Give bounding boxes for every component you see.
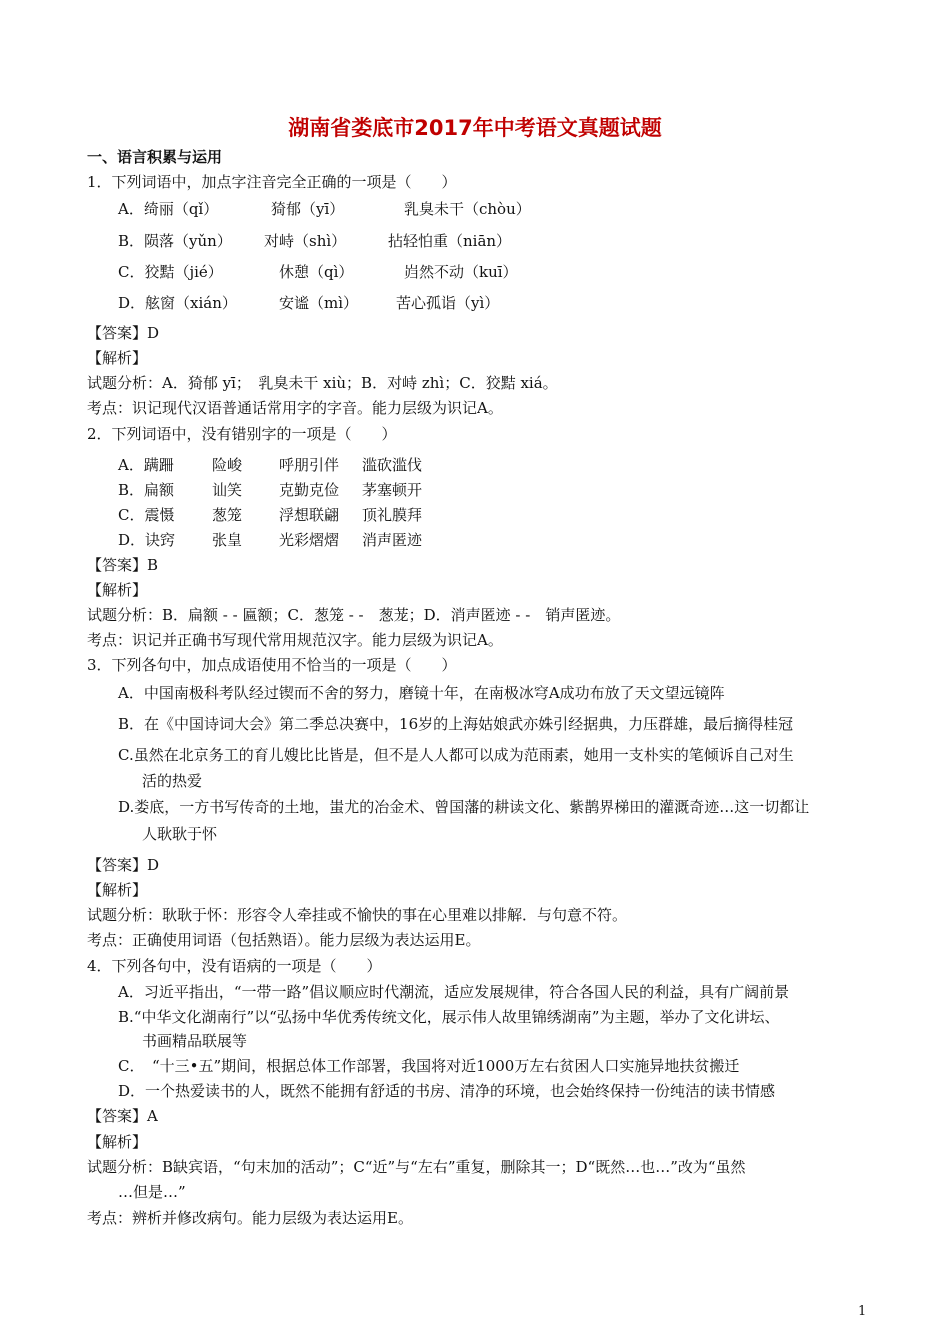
question-3-option-d-cont: 人耿耿于怀	[142, 825, 218, 843]
question-4-option-c: C． “十三•五”期间，根据总体工作部署，我国将对近1000万左右贫困人口实施异地扶贫搬迁	[118, 1057, 740, 1075]
option-item: D．舷窗（xián）	[118, 294, 237, 312]
question-1-analysis-heading: 【解析】	[87, 349, 148, 367]
option-item: 呼朋引伴	[279, 456, 340, 474]
option-item: 张皇	[212, 531, 243, 549]
option-item: 葱笼	[212, 506, 243, 524]
option-item: C．震慑	[118, 506, 175, 524]
page-number: 1	[858, 1304, 867, 1319]
option-item: 苦心孤诣（yì）	[396, 294, 500, 312]
question-2-analysis-heading: 【解析】	[87, 581, 148, 599]
question-4-option-d: D．一个热爱读书的人，既然不能拥有舒适的书房、清净的环境，也会始终保持一份纯洁的读书情感	[118, 1082, 776, 1100]
page-title: 湖南省娄底市2017年中考语文真题试题	[288, 116, 662, 140]
question-3-option-d: D.娄底，一方书写传奇的土地，蚩尤的冶金术、曾国藩的耕读文化、紫鹊界梯田的灌溉奇迹…这一切都让	[118, 798, 810, 816]
option-item: B．扁额	[118, 481, 175, 499]
option-item: 休憩（qì）	[279, 263, 354, 281]
option-item: A．蹒跚	[118, 456, 174, 474]
option-item: C．狡黠（jié）	[118, 263, 223, 281]
option-item: 猗郁（yī）	[271, 200, 345, 218]
question-1-stem: 1．下列词语中，加点字注音完全正确的一项是（ ）	[87, 173, 457, 191]
question-1-point: 考点：识记现代汉语普通话常用字的字音。能力层级为识记A。	[87, 399, 503, 417]
option-item: 浮想联翩	[279, 506, 340, 524]
option-item: D．诀窍	[118, 531, 176, 549]
option-item: 顶礼膜拜	[362, 506, 423, 524]
question-4-option-a: A．习近平指出，“一带一路”倡议顺应时代潮流，适应发展规律，符合各国人民的利益，具有广阔前景	[118, 983, 790, 1001]
question-4-answer: 【答案】A	[87, 1107, 158, 1125]
question-2-stem: 2．下列词语中，没有错别字的一项是（ ）	[87, 425, 397, 443]
question-3-option-b: B．在《中国诗词大会》第二季总决赛中，16岁的上海姑娘武亦姝引经据典，力压群雄，最后摘得桂冠	[118, 715, 794, 733]
question-3-point: 考点：正确使用词语（包括熟语）。能力层级为表达运用E。	[87, 931, 481, 949]
question-3-option-a: A．中国南极科考队经过锲而不舍的努力，磨镜十年，在南极冰穹A成功布放了天文望远镜阵	[118, 684, 725, 702]
option-item: 消声匿迹	[362, 531, 423, 549]
question-4-point: 考点：辨析并修改病句。能力层级为表达运用E。	[87, 1209, 413, 1227]
question-3-option-c-cont: 活的热爱	[142, 772, 203, 790]
question-2-point: 考点：识记并正确书写现代常用规范汉字。能力层级为识记A。	[87, 631, 503, 649]
question-3-option-c: C.虽然在北京务工的育儿嫂比比皆是，但不是人人都可以成为范雨素，她用一支朴实的笔倾诉自己对生	[118, 746, 794, 764]
question-3-analysis: 试题分析：耿耿于怀：形容令人牵挂或不愉快的事在心里难以排解．与句意不符。	[87, 906, 628, 924]
option-item: 岿然不动（kuī）	[404, 263, 518, 281]
question-4-option-b: B.“中华文化湖南行”以“弘扬中华优秀传统文化，展示伟人故里锦绣湖南”为主题，举办了文化讲坛、	[118, 1008, 780, 1026]
question-2-analysis: 试题分析：B．扁额 - - 匾额；C．葱笼 - - 葱茏；D．消声匿迹 - - 销声匿迹。	[87, 606, 621, 624]
question-4-option-b-cont: 书画精品联展等	[142, 1032, 248, 1050]
option-item: 险峻	[212, 456, 243, 474]
option-item: 克勤克俭	[279, 481, 340, 499]
question-3-answer: 【答案】D	[87, 856, 160, 874]
question-4-analysis: 试题分析：B缺宾语，“句末加的活动”；C“近”与“左右”重复，删除其一；D“既然…也…”改为“虽然	[87, 1158, 746, 1176]
question-4-analysis-cont: …但是…”	[118, 1183, 186, 1201]
option-item: 茅塞顿开	[362, 481, 423, 499]
question-3-stem: 3．下列各句中，加点成语使用不恰当的一项是（ ）	[87, 656, 457, 674]
question-1-analysis: 试题分析：A．猗郁 yī； 乳臭未干 xiù；B．对峙 zhì；C．狡黠 xiá。	[87, 374, 558, 392]
option-item: 对峙（shì）	[264, 232, 347, 250]
option-item: 安谧（mì）	[279, 294, 359, 312]
option-item: 光彩熠熠	[279, 531, 340, 549]
question-4-stem: 4．下列各句中，没有语病的一项是（ ）	[87, 957, 382, 975]
option-item: 滥砍滥伐	[362, 456, 423, 474]
option-item: 乳臭未干（chòu）	[404, 200, 531, 218]
option-item: 拈轻怕重（niān）	[388, 232, 512, 250]
section-heading: 一、语言积累与运用	[87, 148, 223, 166]
question-1-answer: 【答案】D	[87, 324, 160, 342]
option-item: A．绮丽（qǐ）	[118, 200, 219, 218]
option-item: B．陨落（yǔn）	[118, 232, 232, 250]
option-item: 讪笑	[212, 481, 243, 499]
question-2-answer: 【答案】B	[87, 556, 159, 574]
question-3-analysis-heading: 【解析】	[87, 881, 148, 899]
question-4-analysis-heading: 【解析】	[87, 1133, 148, 1151]
